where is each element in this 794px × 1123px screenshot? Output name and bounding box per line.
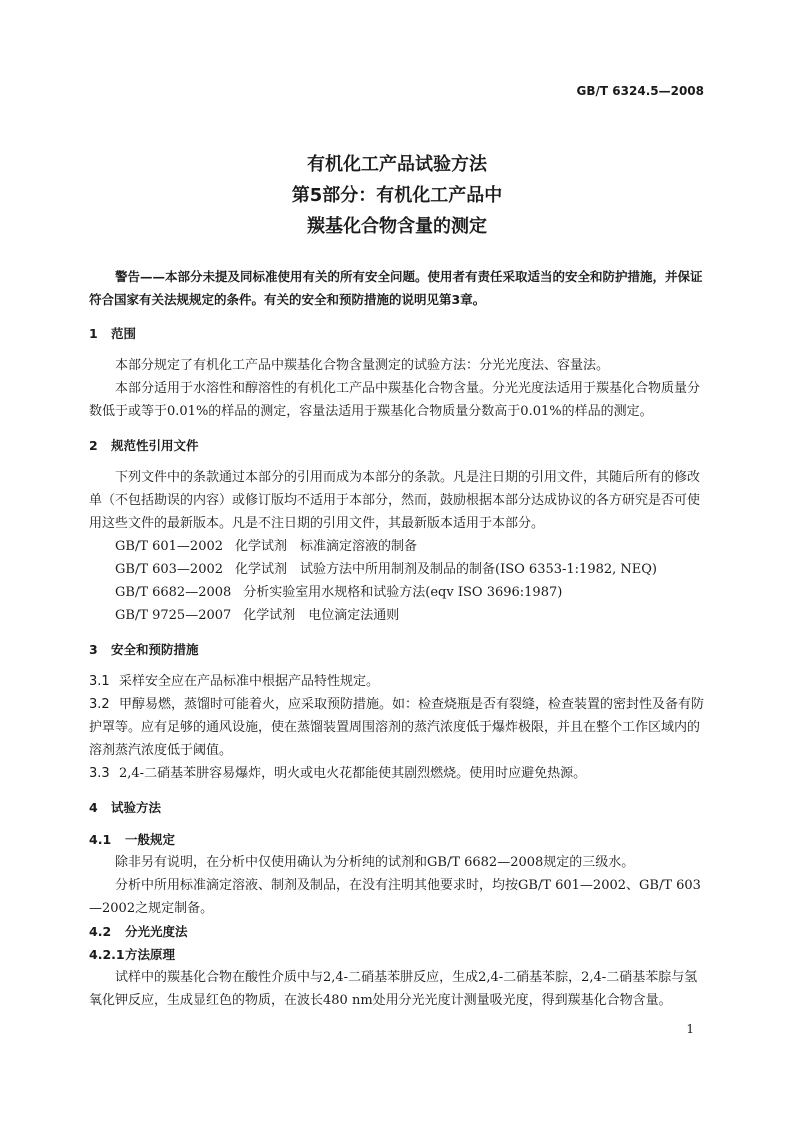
clause-text: 采样安全应在产品标准中根据产品特性规定。 (119, 674, 380, 689)
method-principle-paragraph: 试样中的羰基化合物在酸性介质中与2,4-二硝基苯肼反应，生成2,4-二硝基苯腙，2,4-二硝基苯腙与氢氧化钾反应，生成显红色的物质，在波长480 nm处用分光光度计测量吸光度，得到羰基化合物含量。 (89, 970, 698, 1008)
clause-number: 3.2 (89, 697, 110, 712)
normative-references-paragraph: 下列文件中的条款通过本部分的引用而成为本部分的条款。凡是注日期的引用文件，其随后所有的修改单（不包括勘误的内容）或修订版均不适用于本部分，然而，鼓励根据本部分达成协议的各方研究是否可使用这些文件的最新版本。凡是不注日期的引用文件，其最新版本适用于本部分。 (89, 470, 701, 531)
section-number: 1 (89, 326, 98, 341)
section-title: 试验方法 (111, 800, 162, 815)
reference-item (89, 535, 705, 558)
reference-item (89, 604, 705, 627)
clause-item (89, 670, 705, 693)
reference-item (89, 558, 705, 581)
section-number: 2 (89, 438, 98, 453)
subsection-4-2-1-heading (89, 943, 705, 966)
subsection-number: 4.1 (89, 832, 112, 847)
clause-text: 2,4-二硝基苯肼容易爆炸，明火或电火花都能使其剧烈燃烧。使用时应避免热源。 (119, 766, 587, 781)
subsection-title: 方法原理 (125, 947, 176, 962)
title-line-3: 羰基化合物含量的测定 (307, 216, 487, 237)
general-paragraph-1: 除非另有说明，在分析中仅使用确认为分析纯的试剂和GB/T 6682—2008规定的三级水。 (115, 855, 635, 870)
section-title: 规范性引用文件 (111, 438, 199, 453)
reference-title: 化学试剂 标准滴定溶液的制备 (235, 539, 418, 554)
section-number: 4 (89, 800, 98, 815)
section-title: 安全和预防措施 (111, 642, 199, 657)
subsection-4-1-heading (89, 828, 705, 851)
clause-number: 3.1 (89, 674, 110, 689)
standard-code: GB/T 6324.5—2008 (576, 84, 704, 98)
reference-code: GB/T 603—2002 (115, 562, 224, 577)
document-body (89, 265, 705, 1012)
section-number: 3 (89, 642, 98, 657)
general-paragraph-2: 分析中所用标准滴定溶液、制剂及制品，在没有注明其他要求时，均按GB/T 601—2002、GB/T 603—2002之规定制备。 (89, 878, 701, 916)
reference-title: 化学试剂 电位滴定法通则 (243, 608, 400, 623)
scope-paragraph-1: 本部分规定了有机化工产品中羰基化合物含量测定的试验方法：分光光度法、容量法。 (115, 358, 610, 373)
clause-text: 甲醇易燃，蒸馏时可能着火，应采取预防措施。如：检查烧瓶是否有裂缝，检查装置的密封性及备有防护罩等。应有足够的通风设施，使在蒸馏装置周围溶剂的蒸汽浓度低于爆炸极限，并且在整个工作区域内的溶剂蒸汽浓度低于阈值。 (89, 697, 705, 758)
section-2-heading (89, 434, 705, 457)
section-1-heading (89, 322, 705, 345)
page-number: 1 (686, 1022, 694, 1036)
title-line-2: 第5部分：有机化工产品中 (291, 185, 503, 206)
scope-paragraph-2: 本部分适用于水溶性和醇溶性的有机化工产品中羰基化合物含量。分光光度法适用于羰基化合物质量分数低于或等于0.01%的样品的测定，容量法适用于羰基化合物质量分数高于0.01%的样品的测定。 (89, 381, 701, 419)
subsection-number: 4.2.1 (89, 947, 125, 962)
reference-code: GB/T 601—2002 (115, 539, 224, 554)
subsection-title: 一般规定 (125, 832, 176, 847)
subsection-title: 分光光度法 (125, 924, 188, 939)
reference-code: GB/T 6682—2008 (115, 585, 232, 600)
reference-code: GB/T 9725—2007 (115, 608, 232, 623)
warning-paragraph: 警告——本部分未提及同标准使用有关的所有安全问题。使用者有责任采取适当的安全和防护措施，并保证符合国家有关法规规定的条件。有关的安全和预防措施的说明见第3章。 (89, 269, 703, 307)
clause-item (89, 762, 705, 785)
section-4-heading (89, 796, 705, 819)
reference-item (89, 581, 705, 604)
subsection-4-2-heading (89, 920, 705, 943)
clause-item (89, 693, 705, 762)
section-3-heading (89, 638, 705, 661)
title-line-1: 有机化工产品试验方法 (307, 154, 487, 175)
reference-title: 分析实验室用水规格和试验方法(eqv ISO 3696:1987) (243, 585, 563, 600)
section-title: 范围 (111, 326, 137, 341)
reference-title: 化学试剂 试验方法中所用制剂及制品的制备(ISO 6353-1:1982, NEQ) (235, 562, 658, 577)
subsection-number: 4.2 (89, 924, 112, 939)
clause-number: 3.3 (89, 766, 110, 781)
